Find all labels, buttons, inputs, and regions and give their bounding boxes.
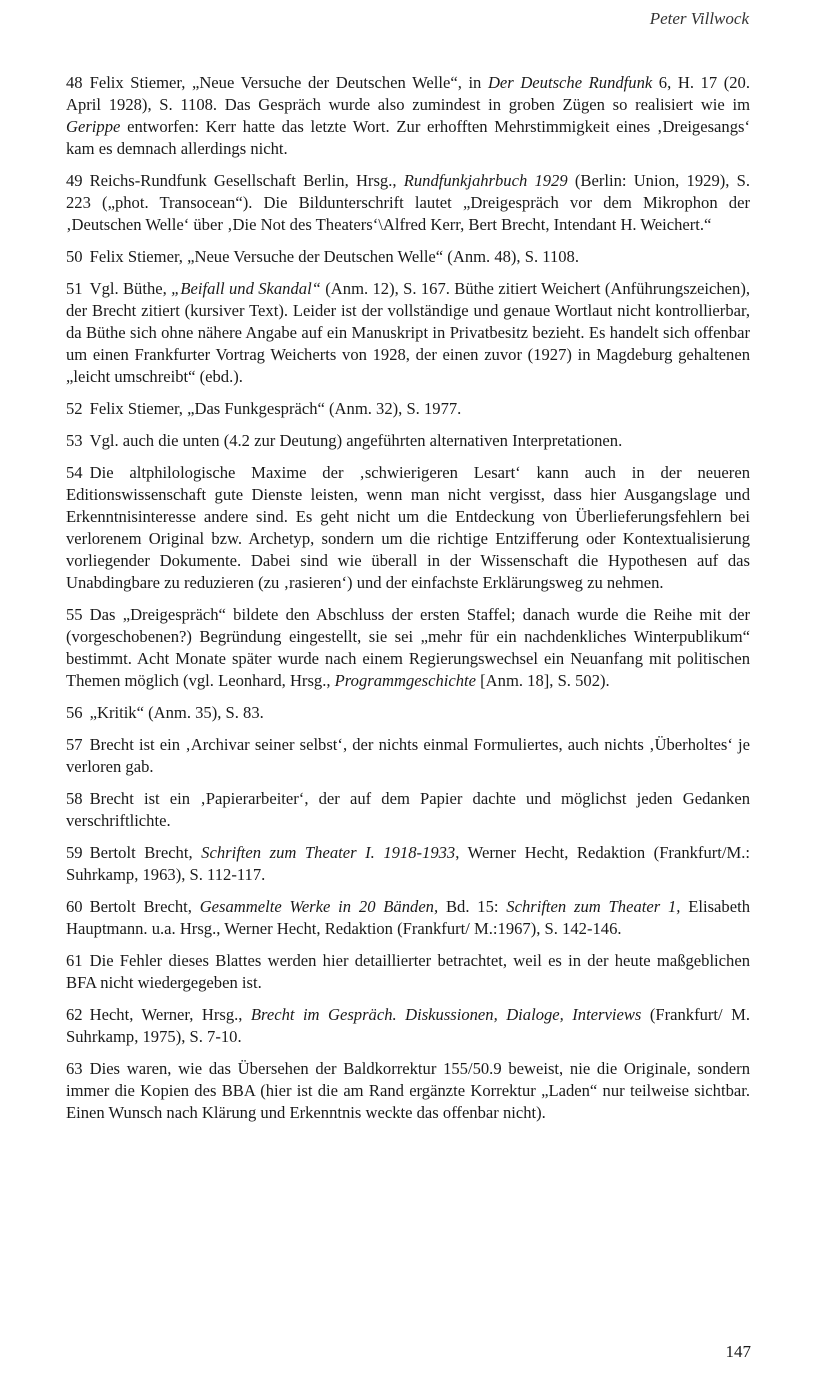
footnote-text: Das „Dreigespräch“ bildete den Abschluss der ersten Staffel; danach wurde die Reihe mit der (vorgeschobenen?) Begründung eingestellt, sie sei „mehr für ein nachdenkliches Winterpublikum“ bestimmt. Acht Monate später wurde nach einem Regierungswechsel ein Neuanfang mit politischen Themen möglich (vgl. Leonhard, Hrsg., xyxy=(66,605,750,690)
footnote-59 xyxy=(66,842,750,886)
footnote-number: 60 xyxy=(66,897,83,916)
footnote-50 xyxy=(66,246,750,268)
footnote-text: „Kritik“ (Anm. 35), S. 83. xyxy=(89,703,264,722)
running-head: Peter Villwock xyxy=(649,9,749,28)
footnote-56 xyxy=(66,702,750,724)
footnote-text: Bertolt Brecht, xyxy=(89,897,200,916)
footnote-53 xyxy=(66,430,750,452)
footnote-57 xyxy=(66,734,750,778)
footnote-number: 53 xyxy=(66,431,83,450)
footnote-text: Hecht, Werner, Hrsg., xyxy=(89,1005,251,1024)
footnote-text: 6, H. 17 (20. April 1928), S. 1108. Das Gespräch wurde also zumindest in groben Zügen so realisiert wie im xyxy=(66,73,750,114)
footnote-italic-title: Gesammelte Werke in 20 Bänden, xyxy=(199,897,439,916)
footnote-text: Die altphilologische Maxime der ‚schwierigeren Lesart‘ kann auch in der neueren Editionswissenschaft gute Dienste leisten, wenn man nicht vergisst, dass hier Ausgangslage und Erkenntnisinteresse andere sind. Es geht nicht um die Entdeckung von Überlieferungsfehlern bei verlorenem Original bzw. Archetyp, sondern um die richtige Entzifferung oder Kontextualisierung vorliegender Dokumente. Dabei sind wie überall in der Wissenschaft die Hypothesen auf das Unabdingbare zu reduzieren (zu ‚rasieren‘) und der einfachste Erklärungsweg zu nehmen. xyxy=(66,463,750,592)
footnote-text: Brecht ist ein ‚Archivar seiner selbst‘, der nichts einmal Formuliertes, auch nichts ‚Überholtes‘ je verloren gab. xyxy=(66,735,750,776)
footnote-number: 54 xyxy=(66,463,83,482)
footnote-text: Felix Stiemer, „Das Funkgespräch“ (Anm. 32), S. 1977. xyxy=(89,399,462,418)
footnote-italic-title: Schriften zum Theater I. 1918-1933 xyxy=(201,843,456,862)
footnote-text: (Berlin: Union, 1929), S. 223 („phot. Transocean“). Die Bildunterschrift lautet „Dreigespräch vor dem Mikrophon der ‚Deutschen Welle‘ über ‚Die Not des Theaters‘\Alfred Kerr, Bert Brecht, Intendant H. Weichert.“ xyxy=(66,171,751,234)
footnote-number: 51 xyxy=(66,279,83,298)
footnote-text: Brecht ist ein ‚Papierarbeiter‘, der auf dem Papier dachte und möglichst jeden Gedanken verschriftlichte. xyxy=(66,789,750,830)
footnote-italic-title: „Beifall und Skandal“ xyxy=(171,279,321,298)
footnote-49 xyxy=(66,170,750,236)
footnote-number: 50 xyxy=(66,247,83,266)
footnote-text: entworfen: Kerr hatte das letzte Wort. Zur erhofften Mehrstimmigkeit eines ‚Dreigesangs‘ kam es demnach allerdings nicht. xyxy=(66,117,750,158)
footnote-number: 63 xyxy=(66,1059,83,1078)
footnote-51 xyxy=(66,278,750,388)
footnote-italic-title: Programmgeschichte xyxy=(334,671,476,690)
footnote-text: Elisabeth Hauptmann. u.a. Hrsg., Werner Hecht, Redaktion (Frankfurt/ M.:1967), S. 142-146. xyxy=(66,897,750,938)
footnote-54 xyxy=(66,462,750,594)
footnote-text: , Werner Hecht, Redaktion (Frankfurt/M.: Suhrkamp, 1963), S. 112-117. xyxy=(66,843,751,884)
footnote-text: Bd. 15: xyxy=(438,897,507,916)
footnote-number: 55 xyxy=(66,605,83,624)
footnote-58 xyxy=(66,788,750,832)
footnote-number: 49 xyxy=(66,171,83,190)
footnote-text: Dies waren, wie das Übersehen der Baldkorrektur 155/50.9 beweist, nie die Originale, sondern immer die Kopien des BBA (hier ist die am Rand ergänzte Korrektur „Laden“ nur teilweise sichtbar. Einen Wunsch nach Klärung und Erkenntnis weckte das offenbar nicht). xyxy=(66,1059,750,1122)
footnote-60 xyxy=(66,896,750,940)
footnote-text: (Frankfurt/ M. Suhrkamp, 1975), S. 7-10. xyxy=(66,1005,750,1046)
footnotes xyxy=(66,72,750,1134)
footnote-number: 57 xyxy=(66,735,83,754)
footnote-61 xyxy=(66,950,750,994)
footnote-number: 56 xyxy=(66,703,83,722)
footnote-55 xyxy=(66,604,750,692)
footnote-text: (Anm. 12), S. 167. Büthe zitiert Weichert (Anführungszeichen), der Brecht zitiert (kursiver Text). Leider ist der vollständige und genaue Wortlaut nicht kontrollierbar, da Büthe sich ohne nähere Angabe auf ein Manuskript in Privatbesitz bezieht. Es handelt sich offenbar um einen Frankfurter Vortrag Weicherts von 1928, der einen zuvor (1927) in Magdeburg gehaltenen „leicht umschreibt“ (ebd.). xyxy=(66,279,750,386)
footnote-text: [Anm. 18], S. 502). xyxy=(476,671,610,690)
page-number: 147 xyxy=(725,1342,751,1361)
footnote-number: 61 xyxy=(66,951,83,970)
footnote-italic-title: Gerippe xyxy=(66,117,121,136)
footnote-62 xyxy=(66,1004,750,1048)
footnote-italic-title: Rundfunkjahrbuch 1929 xyxy=(403,171,568,190)
footnote-48 xyxy=(66,72,750,160)
footnote-number: 58 xyxy=(66,789,83,808)
footnote-text: Bertolt Brecht, xyxy=(89,843,202,862)
footnote-text: Felix Stiemer, „Neue Versuche der Deutschen Welle“, in xyxy=(89,73,488,92)
footnote-number: 52 xyxy=(66,399,83,418)
footnote-text: Vgl. Büthe, xyxy=(89,279,172,298)
footnote-number: 62 xyxy=(66,1005,83,1024)
footnote-number: 48 xyxy=(66,73,83,92)
footnote-text: Vgl. auch die unten (4.2 zur Deutung) angeführten alternativen Interpretationen. xyxy=(89,431,623,450)
footnote-63 xyxy=(66,1058,750,1124)
footnote-text: Reichs-Rundfunk Gesellschaft Berlin, Hrsg., xyxy=(89,171,404,190)
footnote-italic-title: Der Deutsche Rundfunk xyxy=(487,73,653,92)
footnote-text: Die Fehler dieses Blattes werden hier detaillierter betrachtet, weil es in der heute maßgeblichen BFA nicht wiedergegeben ist. xyxy=(66,951,750,992)
footnote-italic-title: Brecht im Gespräch. Diskussionen, Dialoge, Interviews xyxy=(250,1005,642,1024)
footnote-52 xyxy=(66,398,750,420)
footnote-italic-title: Schriften zum Theater 1, xyxy=(506,897,681,916)
footnote-text: Felix Stiemer, „Neue Versuche der Deutschen Welle“ (Anm. 48), S. 1108. xyxy=(89,247,579,266)
footnote-number: 59 xyxy=(66,843,83,862)
